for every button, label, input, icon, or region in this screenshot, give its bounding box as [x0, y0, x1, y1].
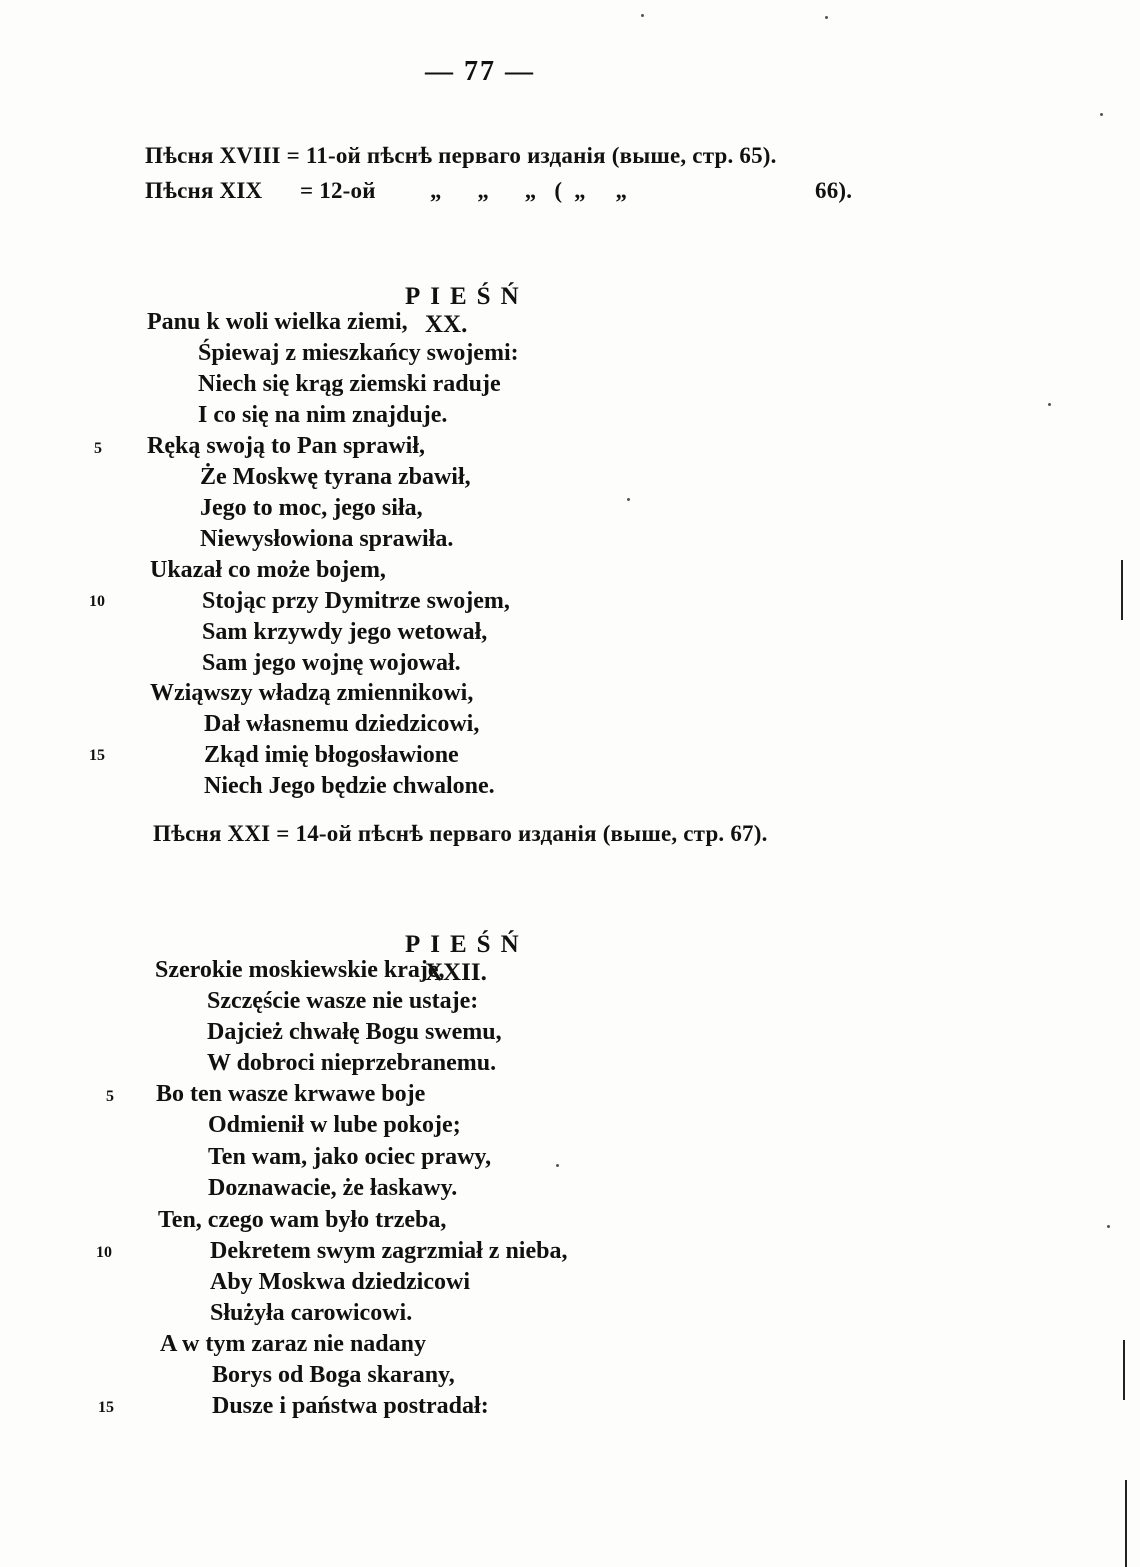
note-song-xix-label: Пѣсня XIX [145, 178, 263, 203]
note-song-xxi: Пѣсня XXI = 14-ой пѣснѣ перваго изданія (выше, стр. 67). [153, 821, 768, 846]
verse-line: Dekretem swym zagrzmiał z nieba, [210, 1238, 568, 1264]
verse-line: Bo ten wasze krwawe boje [156, 1081, 426, 1107]
line-number: 5 [106, 1088, 114, 1105]
verse-line: Ten, czego wam było trzeba, [158, 1207, 447, 1233]
verse-line: Że Moskwę tyrana zbawił, [200, 464, 471, 490]
verse-line: Aby Moskwa dziedzicowi [210, 1269, 470, 1295]
heading-song-xx-word: PIEŚŃ [405, 283, 529, 310]
scan-speck [627, 498, 630, 501]
scan-speck [825, 16, 828, 19]
scan-speck [1048, 403, 1051, 406]
verse-line: Jego to moc, jego siła, [200, 495, 423, 521]
verse-line: Niech się krąg ziemski raduje [198, 371, 501, 397]
heading-song-xxii-word: PIEŚŃ [405, 931, 529, 958]
verse-line: Stojąc przy Dymitrze swojem, [202, 588, 510, 614]
verse-line: Dał własnemu dziedzicowi, [204, 711, 480, 737]
page-number: — 77 — [425, 56, 535, 87]
binding-edge-line [1125, 1480, 1127, 1567]
line-number: 10 [96, 1244, 112, 1261]
verse-line: Sam krzywdy jego wetował, [202, 619, 488, 645]
note-song-xviii: Пѣсня XVIII = 11-ой пѣснѣ перваго изданія (выше, стр. 65). [145, 143, 777, 168]
binding-edge-line [1121, 560, 1123, 620]
verse-line: Służyła carowicowi. [210, 1300, 413, 1326]
verse-line: Sam jego wojnę wojował. [202, 650, 461, 676]
verse-line: Ręką swoją to Pan sprawił, [147, 433, 426, 459]
verse-line: Szerokie moskiewskie kraje, [155, 957, 445, 983]
note-song-xix-ditto: „ „ „ ( „ „ [430, 178, 628, 203]
verse-line: W dobroci nieprzebranemu. [207, 1050, 497, 1076]
verse-line: Doznawacie, że łaskawy. [208, 1175, 458, 1201]
scan-speck [1107, 1225, 1110, 1228]
verse-line: Niech Jego będzie chwalone. [204, 773, 495, 799]
verse-line: Śpiewaj z mieszkańcy swojemi: [198, 340, 519, 366]
verse-line: Dusze i państwa postradał: [212, 1393, 489, 1419]
verse-line: Ten wam, jako ociec prawy, [208, 1144, 492, 1170]
verse-line: Panu k woli wielka ziemi, [147, 309, 408, 335]
verse-line: Niewysłowiona sprawiła. [200, 526, 454, 552]
scan-speck [1100, 113, 1103, 116]
verse-line: Zkąd imię błogosławione [204, 742, 459, 768]
scan-speck [556, 1164, 559, 1167]
scan-speck [641, 14, 644, 17]
verse-line: I co się na nim znajduje. [198, 402, 448, 428]
line-number: 15 [89, 747, 105, 764]
note-song-xix-page: 66). [815, 178, 853, 203]
verse-line: A w tym zaraz nie nadany [160, 1331, 426, 1357]
line-number: 15 [98, 1399, 114, 1416]
heading-song-xxii-number: XXII. [425, 959, 487, 986]
line-number: 5 [94, 440, 102, 457]
line-number: 10 [89, 593, 105, 610]
note-song-xix-eq: = 12-ой [300, 178, 376, 203]
verse-line: Szczęście wasze nie ustaje: [207, 988, 479, 1014]
verse-line: Dajcież chwałę Bogu swemu, [207, 1019, 502, 1045]
binding-edge-line [1123, 1340, 1125, 1400]
verse-line: Odmienił w lube pokoje; [208, 1112, 461, 1138]
heading-song-xx-number: XX. [425, 311, 468, 338]
verse-line: Wziąwszy władzą zmiennikowi, [150, 680, 474, 706]
verse-line: Borys od Boga skarany, [212, 1362, 455, 1388]
verse-line: Ukazał co może bojem, [150, 557, 386, 583]
